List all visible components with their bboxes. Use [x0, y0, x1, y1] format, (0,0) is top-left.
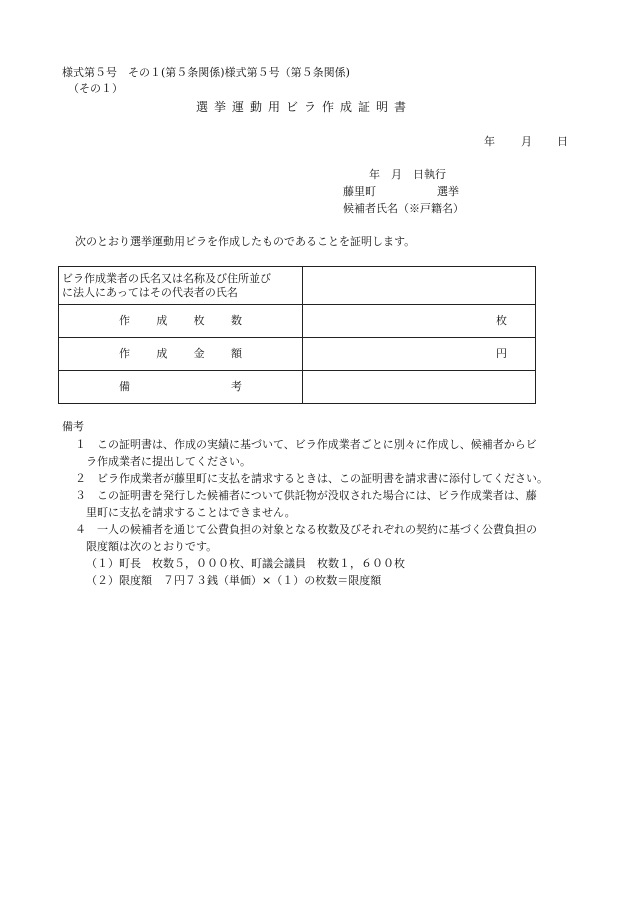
quantity-label-char: 数	[230, 314, 242, 327]
election-exec-date: 年 月 日執行	[369, 168, 446, 181]
contractor-label-line2: に法人にあってはその代表者の氏名	[62, 285, 238, 299]
table-row	[59, 338, 536, 371]
quantity-unit: 枚	[303, 305, 536, 338]
notes-heading: 備考	[62, 420, 84, 433]
amount-label-char: 金	[193, 347, 205, 360]
note-4-sub1: （１）町長 枚数５，０００枚、町議会議員 枚数１，６００枚	[86, 557, 405, 570]
note-2: ２ ビラ作成業者が藤里町に支払を請求するときは、この証明書を請求書に添付してください。	[75, 472, 548, 485]
quantity-label-char: 枚	[193, 314, 205, 327]
form-number-line: 様式第５号 その１(第５条関係)様式第５号（第５条関係)	[62, 66, 350, 79]
note-3-line1: ３ この証明書を発行した候補者について供託物が没収された場合には、ビラ作成業者は、藤	[75, 489, 537, 502]
table-row	[59, 267, 536, 305]
contractor-label-cell	[59, 267, 303, 305]
amount-label-char: 額	[230, 347, 242, 360]
note-1-line1: １ この証明書は、作成の実績に基づいて、ビラ作成業者ごとに別々に作成し、候補者からビ	[75, 438, 537, 451]
note-3-line2: 里町に支払を請求することはできません。	[86, 506, 296, 519]
contractor-label-line1: ビラ作成業者の氏名又は名称及び住所並び	[62, 271, 271, 285]
remarks-label-cell	[59, 371, 303, 404]
amount-label-char: 成	[156, 347, 168, 360]
candidate-name-label: 候補者氏名（※戸籍名）	[343, 202, 464, 215]
amount-unit: 円	[303, 338, 536, 371]
date-year: 年	[484, 135, 495, 148]
remarks-label-char: 備	[119, 380, 130, 393]
certification-table	[58, 266, 536, 404]
form-number-sub: （その１）	[68, 82, 123, 95]
date-day: 日	[557, 135, 568, 148]
certification-statement: 次のとおり選挙運動用ビラを作成したものであることを証明します。	[75, 235, 416, 248]
remarks-label-char: 考	[231, 380, 242, 393]
note-4-sub2: （２）限度額 ７円７３銭（単価）×（１）の枚数＝限度額	[86, 574, 382, 587]
contractor-value-cell	[303, 267, 536, 305]
date-month: 月	[521, 135, 532, 148]
election-type: 選挙	[437, 185, 459, 198]
quantity-label-cell	[59, 305, 303, 338]
note-4-line1: ４ 一人の候補者を通じて公費負担の対象となる枚数及びそれぞれの契約に基づく公費負担の	[75, 523, 537, 536]
note-1-line2: ラ作成業者に提出してください。	[86, 455, 251, 468]
table-row	[59, 305, 536, 338]
document-title: 選挙運動用ビラ作成証明書	[196, 100, 413, 114]
amount-label-char: 作	[119, 347, 130, 360]
amount-label-cell	[59, 338, 303, 371]
remarks-value-cell	[303, 371, 536, 404]
quantity-label-char: 成	[156, 314, 168, 327]
quantity-label-char: 作	[119, 314, 130, 327]
note-4-line2: 限度額は次のとおりです。	[86, 540, 218, 553]
table-row	[59, 371, 536, 404]
election-town: 藤里町	[343, 185, 376, 198]
